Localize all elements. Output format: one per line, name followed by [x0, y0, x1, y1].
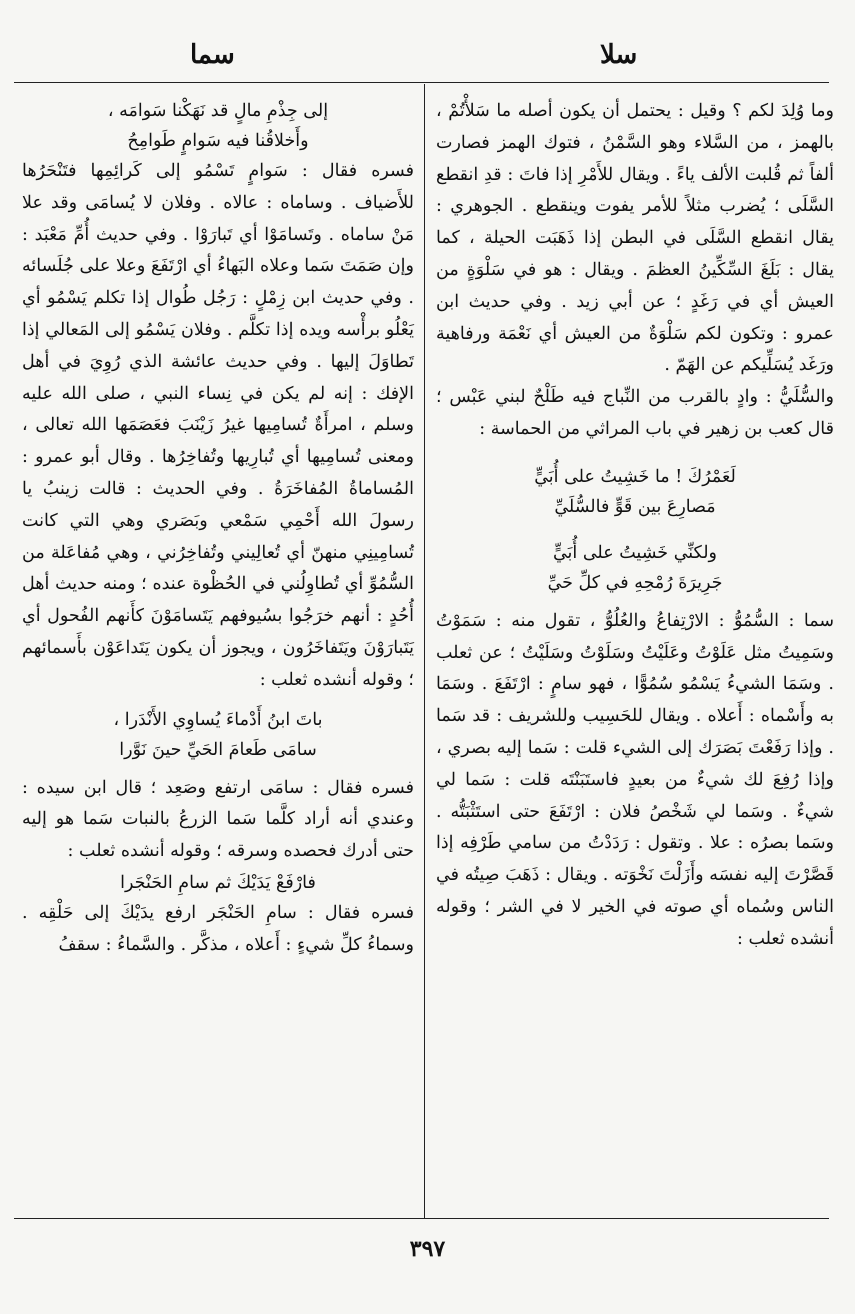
- entry-sama: سما : السُّمُوُّ : الارْتِفاعُ والعُلُوُّ ، تقول منه : سَمَوْتُ وسَمِيتُ مثل عَلَوْتُ وعَلَيْتُ وسَلَوْتُ وسَلَيْتُ ؛ عن ثعلب . وسَمَا الشيءُ يَسْمُو سُمُوًّا ، فهو سامٍ : ارْتَفَعَ . وسَمَا به وأَسْماه : أَعلاه . ويقال للحَسِيب وللشريف : قد سَما . وإذا رَفَعْتَ بَصَرَك إلى الشيء قلت : سَما إليه بصري ، وإذا رُفِعَ لك شيءٌ من بعيدٍ فاستَبَنْتَه قلت : سَما لي شيءٌ . وسَما لي شَخْصُ فلان : ارْتَفَعَ حتى استَثْبَتُّه . وسَما بصرُه : علا . وتقول : رَدَدْتُ من سامي طَرْفِه إذا قَصَّرْتَ إليه نفسَه وأَزَلْتَ نَخْوَته . ويقال : ذَهَبَ صِيتُه في الناس وسُماه أي صوته في الخير لا في الشر ؛ وقوله أنشده ثعلب :: [436, 610, 834, 949]
- verse-line: لَعَمْرُكَ ! ما خَشِيتُ على أُبَيٍّ: [534, 466, 736, 487]
- verse-line: ولكنِّي خَشِيتُ على أُبَيٍّ: [552, 542, 718, 563]
- bottom-rule: [14, 1218, 829, 1219]
- left-column: [22, 96, 414, 962]
- running-header-right: سلا: [600, 40, 638, 70]
- top-rule: [14, 82, 829, 83]
- paragraph: فسره فقال : سَوامٍ تَسْمُو إلى كَرائِمِها فتَنْحَرُها للأَضياف . وساماه : عالاه . وفلان لا يُسامَى وقد علا مَنْ ساماه . وتَسامَوْا أي تَبارَوْا . وفي حديث أُمِّ مَعْبَد : وإن صَمَتَ سَما وعلاه البَهاءُ أي ارْتَفَعَ وعلا على جُلَسائه . وفي حديث ابن زِمْلٍ : رَجُل طُوال إذا تكلم يَسْمُو أي يَعْلُو برأْسه ويده إذا تكلَّم . وفلان يَسْمُو إلى المَعالي إذا تَطاوَلَ إليها . وفي حديث عائشة الذي رُوِيَ في أهل الإفك : إنه لم يكن في نِساء النبي ، صلى الله عليه وسلم ، امرأَةٌ تُسامِيها غيرُ زَيْنَبَ فعَصَمَها الله تعالى ، ومعنى تُسامِيها أي تُبارِيها وتُفاخِرُها . وقال أبو عمرو : المُساماةُ المُفاخَرَةُ . وفي الحديث : قالت زينبُ يا رسولَ الله أَحْمِي سَمْعي وبَصَري وهي التي كانت تُسامِينِي منهنّ أي تُعالِيني وتُفاخِرُني ، وهي مُفاعَلة من السُّمُوِّ أي تُطاوِلُني في الحُظْوة عنده ؛ ومنه حديث أهل أُحُدٍ : أنهم خرَجُوا بسُيوفهم يَتَسامَوْنَ كأَنهم الفُحول أي يَتَبارَوْنَ ويَتَفاخَرُون ، ويجوز أن يكون يَتَداعَوْن بأَسمائهم ؛ وقوله أنشده ثعلب :: [22, 161, 414, 690]
- column-divider: [424, 84, 425, 1218]
- right-column: [436, 96, 834, 956]
- paragraph: والسُّلَيُّ : وادٍ بالقرب من النِّباج فيه طَلْحٌ لبني عَبْس ؛ قال كعب بن زهير في باب المراثي من الحماسة :: [436, 387, 834, 439]
- verse-line: إلى جِذْمِ مالٍ قد نَهَكْنا سَوامَه ،: [107, 101, 329, 121]
- paragraph: فسره فقال : سامَى ارتفع وصَعِد ؛ قال ابن سيده : وعندي أنه أراد كلَّما سَما الزرعُ بالنبات سَما هو إليه حتى أدرك فحصده وسرقه ؛ وقوله أنشده ثعلب :: [22, 777, 414, 862]
- running-header-left: سما: [190, 40, 235, 70]
- paragraph: وما وُلِدَ لكم ؟ وقيل : يحتمل أن يكون أصله ما سَلأْتُمْ ، بالهمز ، من السَّلاء وهو السَّمْنُ ، فتوك الهمز فصارت ألفاً ثم قُلبت الألف ياءً . ويقال للأَمْرِ إذا فاتَ : قدِ انقطع السَّلَى ؛ يُضرب مثلاً للأمر يفوت وينقطع . الجوهري : يقال انقطع السَّلَى في البطن إذا ذَهَبَت الحيلة ، كما يقال : بَلَغَ السِّكِّينُ العظمَ . ويقال : هو في سَلْوَةٍ من العيش أي في رَغَدٍ ؛ عن أبي زيد . وفي حديث ابن عمرو : وتكون لكم سَلْوَةٌ من العيش أي نَعْمَة ورفاهية ورَغَد يُسَلِّيكم عن الهَمّ .: [436, 101, 834, 376]
- verse-line: فارْفَعْ يَدَيْكَ ثم سامِ الحَنْجَرا: [120, 872, 316, 893]
- verse-line: سامَى طَعامَ الحَيِّ حينَ نَوَّرا: [119, 739, 317, 760]
- paragraph: فسره فقال : سامِ الحَنْجَر ارفع يدَيْكَ إلى حَلْقِه . وسماءُ كلِّ شيءٍ : أَعلاه ، مذكَّر . والسَّماءُ : سقفُ: [22, 902, 414, 955]
- verse-line: جَرِيرَةَ رُمْحِهِ في كلِّ حَيِّ: [547, 572, 723, 593]
- page-number: ٣٩٧: [409, 1236, 446, 1262]
- verse-line: وأَخلاقُنا فيه سَوامٍ طَوامِحُ: [127, 131, 309, 151]
- verse-line: مَصارِعَ بين قَوٍّ فالسُّلَيِّ: [554, 496, 716, 517]
- verse-line: باتَ ابنُ أَدْماءَ يُساوِي الأَنْدَرا ،: [113, 709, 323, 730]
